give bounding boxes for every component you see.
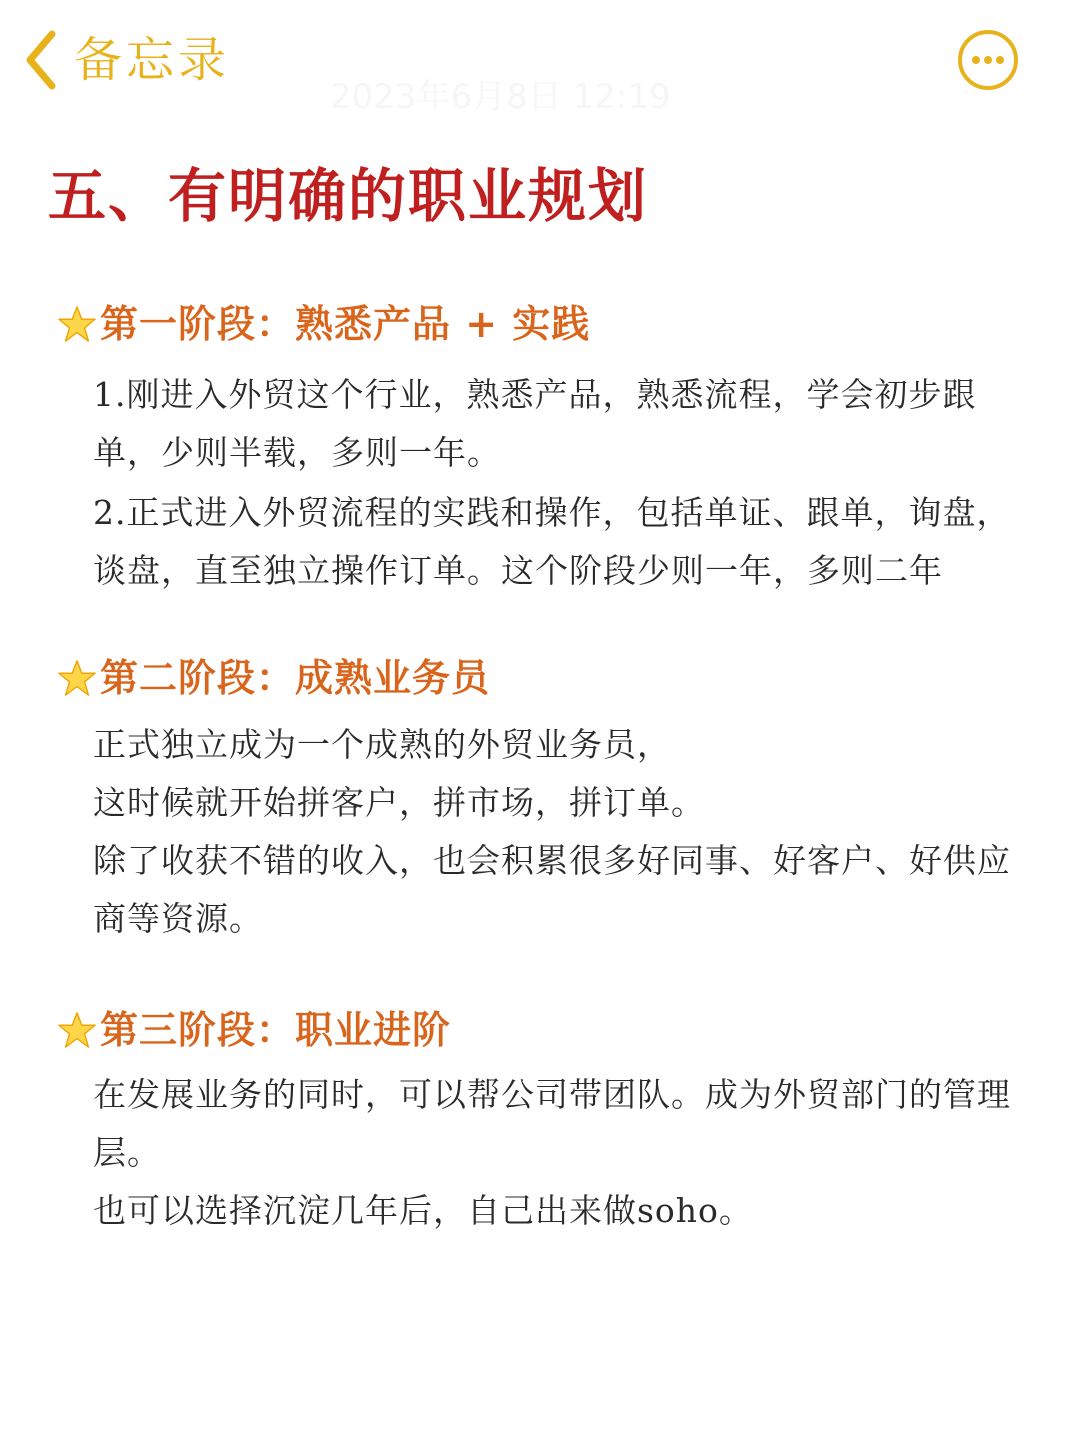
paragraph: 2.正式进入外贸流程的实践和操作，包括单证、跟单，询盘，谈盘，直至独立操作订单。这个阶段少则一年，多则二年 — [93, 493, 1011, 590]
paragraph: 在发展业务的同时，可以帮公司带团队。成为外贸部门的管理层。 — [93, 1075, 1011, 1172]
paragraph: 也可以选择沉淀几年后，自己出来做soho。 — [93, 1191, 753, 1230]
section-heading-stage-3 — [58, 1004, 451, 1056]
page-title: 五、有明确的职业规划 — [48, 162, 649, 230]
back-label: 备忘录 — [74, 32, 231, 88]
section-heading-text: 第三阶段：职业进阶 — [100, 1008, 452, 1052]
star-icon — [58, 1011, 96, 1049]
chevron-left-icon — [22, 28, 58, 92]
section-heading-stage-2 — [58, 652, 490, 704]
more-options-button[interactable] — [956, 28, 1020, 92]
paragraph: 正式独立成为一个成熟的外贸业务员， — [93, 725, 671, 764]
back-button[interactable] — [22, 28, 230, 92]
section-heading-text: 第一阶段：熟悉产品 + 实践 — [100, 302, 591, 346]
note-date: 2023年6月8日 12:19 — [330, 77, 671, 117]
paragraph: 1.刚进入外贸这个行业，熟悉产品，熟悉流程，学会初步跟单，少则半载，多则一年。 — [93, 375, 977, 472]
more-icon — [956, 28, 1020, 92]
section-heading-stage-1 — [58, 298, 590, 350]
star-icon — [58, 305, 96, 343]
star-icon — [58, 659, 96, 697]
paragraph: 除了收获不错的收入，也会积累很多好同事、好客户、好供应商等资源。 — [93, 841, 1011, 938]
navigation-bar — [0, 0, 1080, 120]
paragraph: 这时候就开始拼客户，拼市场，拼订单。 — [93, 783, 705, 822]
section-heading-text: 第二阶段：成熟业务员 — [100, 656, 491, 700]
